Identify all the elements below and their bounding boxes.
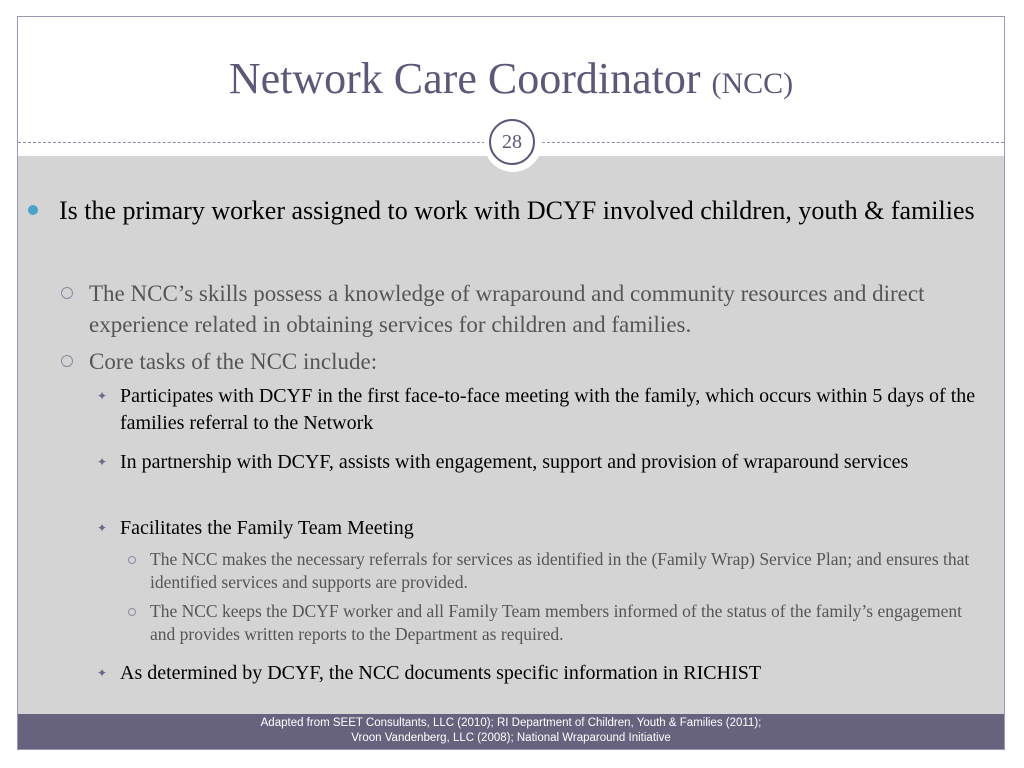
bullet-text: Participates with DCYF in the first face-to-face meeting with the family, which occurs within 5 days of the families referral to the Network [120,385,976,434]
small-hollow-circle-bullet-icon [128,608,136,616]
bullet-level3-partnership [97,449,995,476]
slide-title-abbreviation: (NCC) [711,67,794,100]
slide-title [18,53,1004,110]
bullet-level4-referrals [150,548,990,594]
bullet-text: In partnership with DCYF, assists with engagement, support and provision of wraparound services [120,451,909,473]
bullet-text: Core tasks of the NCC include: [89,349,378,374]
footer [18,714,1004,749]
bullet-text: As determined by DCYF, the NCC documents specific information in RICHIST [120,662,762,684]
hollow-circle-bullet-icon [61,355,73,367]
small-hollow-circle-bullet-icon [128,556,136,564]
footer-citation-line-1: Adapted from SEET Consultants, LLC (2010); RI Department of Children, Youth & Families (2011); [260,717,762,729]
page-number-badge [484,114,542,172]
four-point-star-bullet-icon: ✦ [97,666,108,680]
four-point-star-bullet-icon: ✦ [97,521,108,535]
bullet-text: The NCC keeps the DCYF worker and all Family Team members informed of the status of the family’s engagement and provides written reports to the Department as required. [150,601,963,644]
bullet-text: Is the primary worker assigned to work with DCYF involved children, youth & families [59,196,975,225]
bullet-text: Facilitates the Family Team Meeting [120,517,414,539]
slide [17,16,1005,750]
bullet-level3-facilitates [97,515,995,542]
bullet-level2-skills [89,278,989,340]
four-point-star-bullet-icon: ✦ [97,455,108,469]
bullet-level2-core-tasks [89,346,989,377]
bullet-text: The NCC’s skills possess a knowledge of wraparound and community resources and direct experience related in obtaining services for children and families. [89,281,925,337]
four-point-star-bullet-icon: ✦ [97,389,108,403]
filled-circle-bullet-icon [28,205,38,215]
bullet-text: The NCC makes the necessary referrals for services as identified in the (Family Wrap) Service Plan; and ensures that identified services and supports are provided. [150,549,970,592]
content-area [18,156,1004,716]
bullet-level4-informs [150,600,990,646]
footer-citation-line-2: Vroon Vandenberg, LLC (2008); National Wraparound Initiative [351,732,671,744]
hollow-circle-bullet-icon [61,287,73,299]
bullet-level3-participates [97,383,995,437]
slide-title-text: Network Care Coordinator [228,54,701,103]
page-number: 28 [489,119,535,165]
bullet-level3-richist [97,660,995,687]
bullet-level1 [59,194,989,228]
